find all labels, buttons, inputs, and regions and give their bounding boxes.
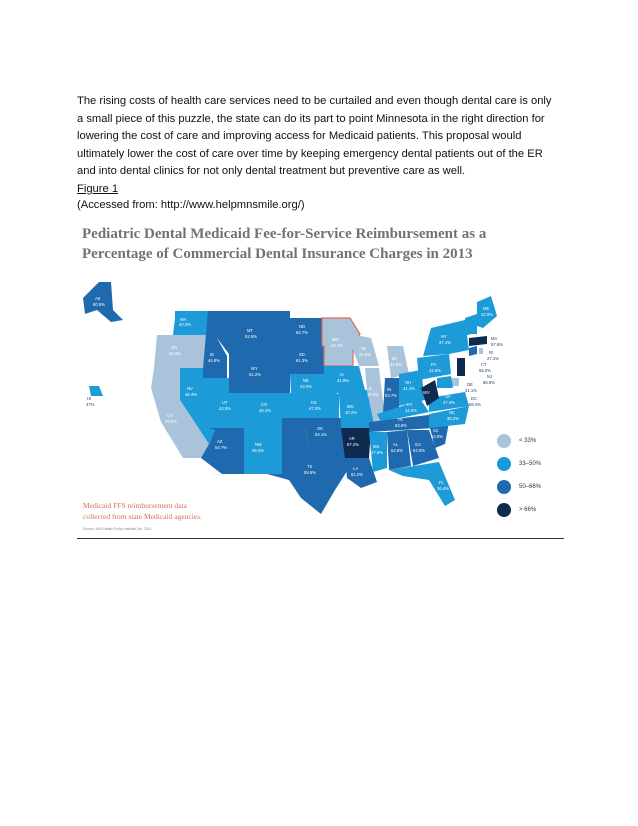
value-mo: 40.2% bbox=[345, 410, 357, 415]
state-pa bbox=[417, 354, 451, 380]
value-wi: 31.5% bbox=[359, 352, 371, 357]
legend-item bbox=[497, 476, 541, 498]
legend-label: 50–66% bbox=[519, 484, 542, 490]
body-paragraph bbox=[77, 93, 567, 181]
value-wy: 61.2% bbox=[249, 372, 261, 377]
figure-image bbox=[77, 218, 564, 540]
legend-item bbox=[497, 499, 541, 521]
paragraph-line: a small piece of this puzzle, the state can do its part to point Minnesota in the right direction for bbox=[77, 112, 545, 125]
legend-swatch bbox=[497, 503, 511, 517]
label-ri: RI bbox=[489, 350, 494, 355]
label-ut: UT bbox=[222, 400, 228, 405]
value-pa: 42.8% bbox=[429, 368, 441, 373]
label-ia: IA bbox=[340, 372, 344, 377]
label-ct: CT bbox=[481, 362, 487, 367]
label-in: IN bbox=[387, 387, 392, 392]
value-tn: 53.9% bbox=[395, 423, 407, 428]
value-in: 53.7% bbox=[385, 393, 397, 398]
state-vt bbox=[465, 316, 471, 336]
map-legend bbox=[497, 430, 541, 522]
value-va: 47.4% bbox=[443, 400, 455, 405]
value-id: 44.8% bbox=[208, 358, 220, 363]
label-mi: MI bbox=[392, 356, 397, 361]
paragraph-line: ultimately lower the cost of care over time by keeping emergency dental patients out of the ER bbox=[77, 147, 543, 160]
label-dc: DC bbox=[471, 396, 478, 401]
legend-swatch bbox=[497, 480, 511, 494]
label-nd: ND bbox=[299, 324, 306, 329]
value-or: 32.6% bbox=[169, 351, 181, 356]
value-sc: 52.5% bbox=[431, 434, 443, 439]
legend-item bbox=[497, 430, 541, 452]
value-ma: 57.6% bbox=[491, 342, 503, 347]
value-fl: 36.4% bbox=[437, 486, 449, 491]
label-ca: CA bbox=[167, 413, 173, 418]
value-ny: 37.1% bbox=[439, 340, 451, 345]
label-sd: SD bbox=[299, 352, 305, 357]
value-co: 45.1% bbox=[259, 408, 271, 413]
figure-note-line: Medicaid FFS reimbursement data bbox=[83, 501, 187, 510]
value-az: 54.7% bbox=[215, 445, 227, 450]
value-ms: 47.6% bbox=[371, 450, 383, 455]
paragraph-line: and into dental clinics for not only dental treatment but preventive care as well. bbox=[77, 165, 466, 177]
label-nj: NJ bbox=[487, 374, 493, 379]
label-ny: NY bbox=[441, 334, 447, 339]
label-wv: WV bbox=[423, 390, 430, 395]
label-ne: NE bbox=[303, 378, 309, 383]
label-ms: MS bbox=[373, 444, 380, 449]
value-ks: 47.2% bbox=[309, 406, 321, 411]
figure-heading-line: Pediatric Dental Medicaid Fee-for-Service Reimbursement as a bbox=[82, 226, 487, 242]
state-ct bbox=[469, 346, 477, 356]
value-ia: 41.8% bbox=[337, 378, 349, 383]
value-tx: 59.5% bbox=[304, 470, 316, 475]
value-mn: 26.7% bbox=[331, 343, 343, 348]
label-ok: OK bbox=[317, 426, 324, 431]
value-ut: 42.5% bbox=[219, 406, 231, 411]
paragraph-line: The rising costs of health care services need to be curtailed and even though dental care is only bbox=[77, 95, 552, 107]
value-ca: 29.0% bbox=[165, 419, 177, 424]
label-pa: PA bbox=[431, 362, 437, 367]
label-mt: MT bbox=[247, 328, 254, 333]
value-dc: 58.4% bbox=[469, 402, 481, 407]
label-nc: NC bbox=[449, 410, 456, 415]
value-sd: 61.3% bbox=[296, 358, 308, 363]
label-ky: KY bbox=[407, 402, 413, 407]
value-ky: 44.0% bbox=[405, 408, 417, 413]
label-oh: OH bbox=[405, 380, 412, 385]
label-mo: MO bbox=[347, 404, 354, 409]
value-nm: 49.3% bbox=[252, 448, 264, 453]
label-nv: NV bbox=[187, 386, 193, 391]
label-or: OR bbox=[171, 345, 178, 350]
state-fl bbox=[389, 462, 455, 506]
label-ar: AR bbox=[349, 436, 355, 441]
label-al: AL bbox=[393, 442, 399, 447]
state-ma bbox=[469, 336, 487, 346]
figure-source-credit: Source: ADA Health Policy Institute Oct. 2014 bbox=[83, 527, 152, 531]
label-az: AZ bbox=[217, 439, 223, 444]
value-ne: 43.0% bbox=[300, 384, 312, 389]
legend-item bbox=[497, 453, 541, 475]
value-nv: 48.4% bbox=[185, 392, 197, 397]
label-wi: WI bbox=[361, 346, 367, 351]
figure-bottom-rule bbox=[77, 538, 564, 539]
label-id: ID bbox=[210, 352, 215, 357]
label-il: IL bbox=[369, 386, 373, 391]
label-de: DE bbox=[467, 382, 473, 387]
label-co: CO bbox=[261, 402, 268, 407]
value-ct: 55.0% bbox=[479, 368, 491, 373]
value-al: 52.6% bbox=[391, 448, 403, 453]
label-mn: MN bbox=[332, 337, 339, 342]
label-la: LA bbox=[353, 466, 359, 471]
label-ak: AK bbox=[95, 296, 101, 301]
value-mt: 52.9% bbox=[245, 334, 257, 339]
label-me: ME bbox=[483, 306, 490, 311]
legend-label: > 66% bbox=[519, 507, 537, 513]
label-va: VA bbox=[445, 394, 451, 399]
legend-label: 33–50% bbox=[519, 461, 542, 467]
value-nj: 66.9% bbox=[483, 380, 495, 385]
figure-note bbox=[83, 500, 202, 522]
figure-note-line: collected from state Medicaid agencies. bbox=[83, 512, 202, 521]
state-hi bbox=[89, 386, 103, 396]
legend-swatch bbox=[497, 457, 511, 471]
state-ri bbox=[479, 348, 483, 354]
label-wa: WA bbox=[180, 317, 187, 322]
label-ga: GA bbox=[415, 442, 422, 447]
value-de: 31.1% bbox=[465, 388, 477, 393]
label-ma: MA bbox=[491, 336, 498, 341]
state-nh bbox=[471, 314, 477, 334]
us-map bbox=[77, 218, 564, 540]
legend-swatch bbox=[497, 434, 511, 448]
value-ar: 67.2% bbox=[347, 442, 359, 447]
state-md bbox=[437, 376, 453, 388]
label-wy: WY bbox=[251, 366, 258, 371]
value-mi: 32.5% bbox=[390, 362, 402, 367]
value-la: 61.2% bbox=[351, 472, 363, 477]
label-hi: HI bbox=[87, 396, 92, 401]
label-sc: SC bbox=[433, 428, 439, 433]
value-me: 42.9% bbox=[481, 312, 493, 317]
value-hi: 47% bbox=[86, 402, 95, 407]
label-ks: KS bbox=[311, 400, 317, 405]
label-fl: FL bbox=[439, 480, 444, 485]
figure-label: Figure 1 bbox=[77, 183, 119, 195]
value-ok: 54.1% bbox=[315, 432, 327, 437]
value-wa: 40.2% bbox=[179, 322, 191, 327]
value-oh: 41.1% bbox=[403, 386, 415, 391]
value-ga: 54.0% bbox=[413, 448, 425, 453]
figure-source-line: (Accessed from: http://www.helpmnsmile.org/) bbox=[77, 199, 305, 211]
label-nm: NM bbox=[255, 442, 262, 447]
label-tn: TN bbox=[397, 417, 403, 422]
figure-heading-line: Percentage of Commercial Dental Insurance Charges in 2013 bbox=[82, 246, 473, 262]
value-ak: 60.5% bbox=[93, 302, 105, 307]
paragraph-line: lowering the cost of care and improving access for Medicaid patients. This proposal would bbox=[77, 130, 522, 142]
state-or bbox=[154, 335, 208, 368]
value-ri: 27.1% bbox=[487, 356, 499, 361]
value-nc: 38.2% bbox=[447, 416, 459, 421]
state-mt bbox=[217, 311, 290, 354]
state-nj bbox=[457, 358, 465, 376]
state-ne bbox=[290, 374, 337, 394]
legend-label: < 33% bbox=[519, 438, 537, 444]
label-tx: TX bbox=[307, 464, 313, 469]
value-nd: 63.7% bbox=[296, 330, 308, 335]
value-il: 32.5% bbox=[367, 392, 379, 397]
